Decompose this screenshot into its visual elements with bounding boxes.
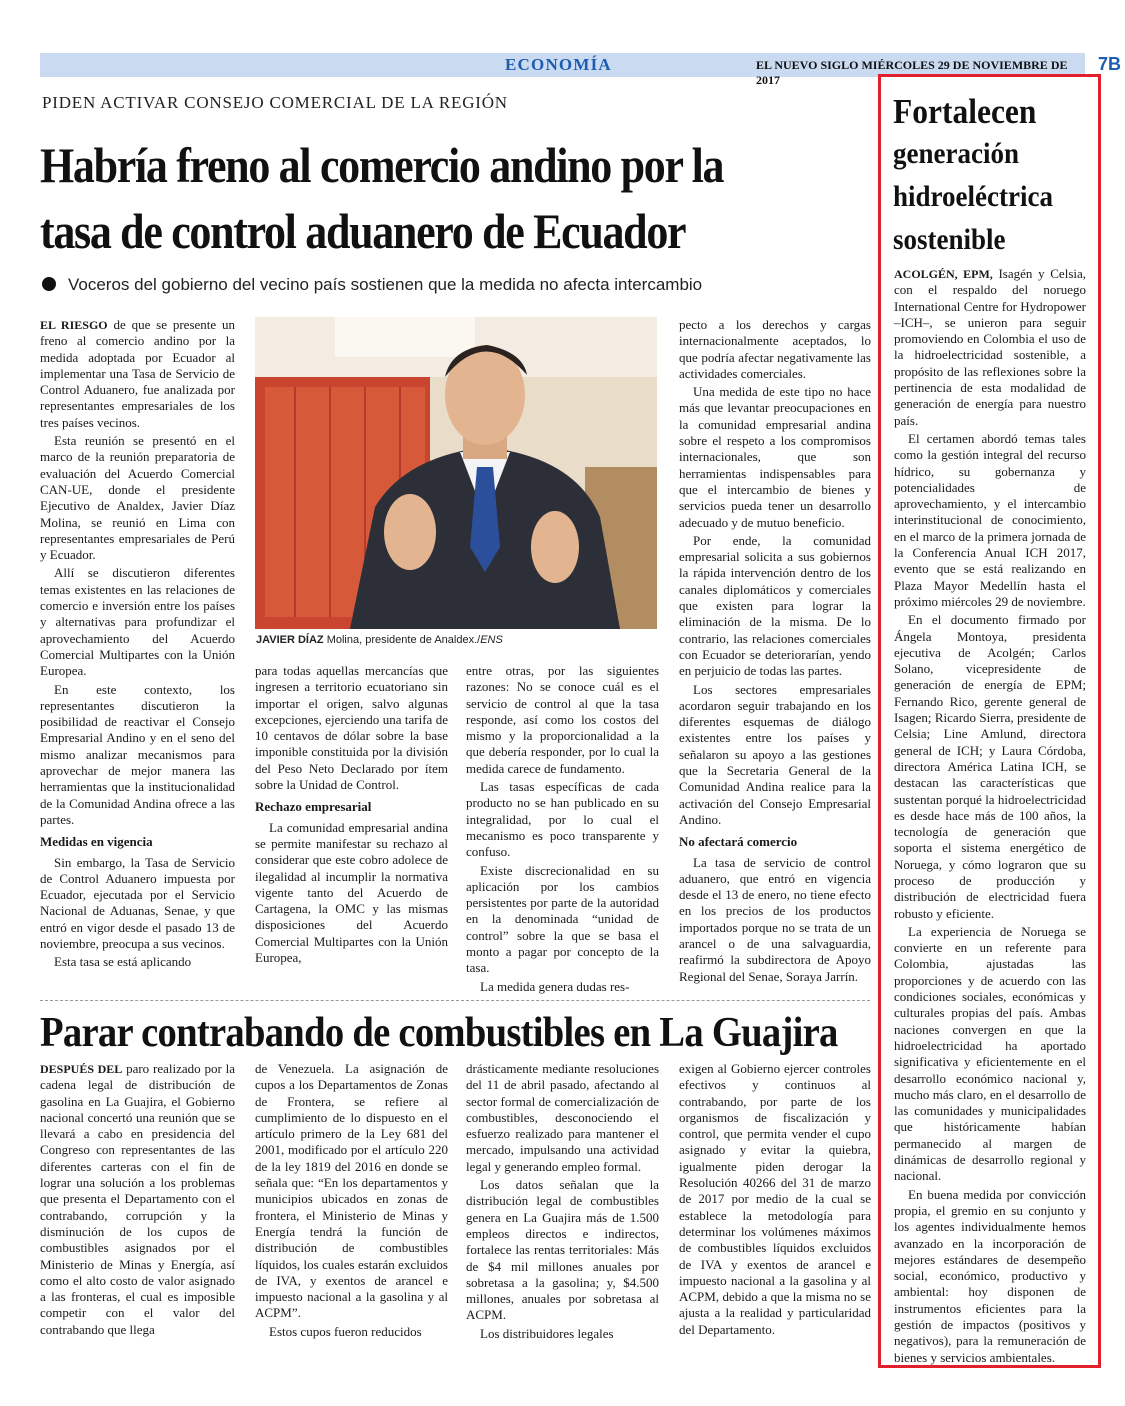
headline-line: Fortalecen (893, 92, 1037, 131)
paragraph: En buena medida por convicción propia, el gremio en su conjunto y los agentes individualmente hemos avanzado en la incorporación de mejores estándares de desempeño social, económico, productivo y ambiental: hoy disponen de instrumentos eficientes para la gestión de impactos (positivos y negativos), para la remuneración de bienes y servicios ambientales. (894, 1186, 1086, 1365)
subheading: Medidas en vigencia (40, 834, 153, 850)
paragraph: Las tasas específicas de cada producto no se han publicado en su integralidad, por lo cual el mecanismo es poco transparente y confuso. (466, 779, 659, 860)
main-story-column-1 (40, 317, 235, 989)
paragraph: La experiencia de Noruega se convierte en un referente para Colombia, ajustadas las proporciones y de acuerdo con las condiciones sociales, económicas y culturales propias del país. Ambas naciones convergen en que la hidroelectricidad ha aportado significativa y eficientemente en el desarrollo económico nacional y, mucho más claro, en el desarrollo de las comunidades y municipalidades que históricamente habían permanecido al margen de dinámicas de desarrollo regional y nacional. (894, 923, 1086, 1184)
subheading: Rechazo empresarial (255, 799, 372, 815)
paragraph: exigen al Gobierno ejercer controles efectivos y continuos al contrabando, por parte de los organismos de fiscalización y control, que permita vender el cupo asignado y evitar la quiebra, igualmente piden derogar la Resolución 40266 del 31 de marzo de 2017 por medio de la cual se establece la metodología para determinar los volúmenes máximos de combustibles líquidos excluidos de IVA y exentos de arancel e impuesto nacional a la gasolina y al ACPM, debido a que la misma no se ajusta a la realidad y particularidad del Departamento. (679, 1061, 871, 1337)
main-story-deck (42, 275, 702, 295)
main-story-column-2 (255, 663, 448, 989)
second-story-column-4 (679, 1061, 871, 1361)
lead-in: ACOLGÉN, EPM, (894, 267, 993, 281)
page-number: 7B (1098, 54, 1122, 74)
paragraph-text: Isagén y Celsia, con el respaldo del noruego International Centre for Hydropower –ICH–, se unieron para seguir promoviendo en Colombia el uso de la hidroelectricidad sostenible, a propósito de las reflexiones sobre la pertinencia de esta modalidad de generación de energía para nuestro país. (894, 266, 1087, 428)
paragraph (40, 317, 235, 431)
sidebar-story-headline (893, 92, 1073, 261)
main-story-headline (40, 132, 779, 264)
publication-date: EL NUEVO SIGLO MIÉRCOLES 29 DE NOVIEMBRE DE 2017 (756, 58, 1068, 87)
paragraph: En este contexto, los representantes discutieron la posibilidad de reactivar el Consejo Empresarial Andino y en el seno del mismo analizar mecanismos para aprovechar de mejor manera las herramientas que la institucionalidad de la Comunidad Andina ofrece a las partes. (40, 681, 235, 827)
headline-line: generación (893, 137, 1019, 170)
portrait-illustration (255, 317, 657, 629)
main-story-column-4 (679, 317, 871, 989)
deck-text: Voceros del gobierno del vecino país sostienen que la medida no afecta intercambio (68, 275, 703, 294)
paragraph (40, 1061, 235, 1338)
paragraph: En el documento firmado por Ángela Montoya, presidenta ejecutiva de Acolgén; Carlos Solano, vicepresidente de generación de energía de EPM; Fernando Rico, gerente general de Isagen; Ricardo Sierra, presidente de Celsia; Line Amlund, directora general de ICH; y Laura Córdoba, directora América Latina ICH, se destacan las características que sustentan porqué la hidroelectricidad es desde hace más de 100 años, la tecnología de generación que soporta el sistema energético de Noruega, y cómo lograron que su proceso de producción y distribución de electricidad fuera robusto y eficiente. (894, 612, 1086, 921)
photo-javier-diaz (255, 317, 657, 629)
subheading: No afectará comercio (679, 834, 798, 850)
main-story-kicker: PIDEN ACTIVAR CONSEJO COMERCIAL DE LA REGIÓN (42, 93, 508, 112)
headline-line: tasa de control aduanero de Ecuador (40, 203, 686, 259)
paragraph-text: de que se presente un freno al comercio andino por la medida adoptada por Ecuador al implementar una Tasa de Servicio de Control Aduanero, fue analizada por representantes empresariales de los tres países vecinos. (40, 317, 235, 430)
paragraph: Estos cupos fueron reducidos (269, 1323, 422, 1339)
paragraph: Los distribuidores legales (480, 1325, 614, 1341)
paragraph: Existe discrecionalidad en su aplicación por los cambios persistentes por parte de la autoridad en la denominada “unidad de control” sobre la que se basa el monto a pagar por concepto de la tasa. (466, 862, 659, 976)
paragraph: El certamen abordó temas tales como la gestión integral del recurso hídrico, su gobernanza y potencialidades de aprovechamiento, y el intercambio interinstitucional de conocimiento, en el marco de la primera jornada de la Conferencia Anual ICH 2017, evento que se está realizando en Plaza Mayor Medellín hasta el próximo miércoles 29 de noviembre. (894, 430, 1086, 609)
paragraph: de Venezuela. La asignación de cupos a los Departamentos de Zonas de Frontera, se refiere al cumplimiento de lo dispuesto en el artículo primero de la Ley 681 del 2001, modificado por el artículo 220 de la ley 1819 del 2016 en donde se señala que: “En los departamentos y municipios ubicados en zonas de frontera, el Ministerio de Minas y Energía tendrá la función de distribución de combustibles líquidos, los cuales estarán excluidos de IVA, y exentos de arancel e impuesto nacional a la gasolina y al ACPM”. (255, 1061, 448, 1321)
story-divider (40, 1000, 870, 1001)
paragraph: para todas aquellas mercancías que ingresen a territorio ecuatoriano sin importar el origen, salvo algunas excepciones, ejerciendo una tarifa de 10 centavos de dólar sobre la base imponible constituida por la división del Peso Neto Declarado por ítem sobre la Unidad de Control. (255, 663, 448, 793)
caption-name: JAVIER DÍAZ (256, 634, 324, 646)
second-story-column-2 (255, 1061, 448, 1361)
caption-text: Molina, presidente de Analdex./ (323, 634, 481, 646)
paragraph: drásticamente mediante resoluciones del 11 de abril pasado, afectando al sector formal de comercialización de combustibles, desconociendo el esfuerzo realizado para mantener el mercado, impulsando una actividad legal y generando empleo formal. (466, 1061, 659, 1174)
second-story-headline: Parar contrabando de combustibles en La Guajira (40, 1010, 838, 1056)
photo-caption (256, 634, 503, 646)
bullet-icon (42, 277, 56, 291)
headline-line: Habría freno al comercio andino por la (40, 137, 724, 193)
paragraph: pecto a los derechos y cargas internacionalmente aceptados, lo que podría afectar negativamente las actividades comerciales. (679, 317, 871, 381)
paragraph: La tasa de servicio de control aduanero, que entró en vigencia desde el 13 de enero, no tiene efecto en los precios de los productos importados porque no se trata de un arancel o de una salvaguardia, reafirmó la subdirectora de Apoyo Regional del Senae, Soraya Jarrín. (679, 854, 871, 984)
paragraph: Esta reunión se presentó en el marco de la reunión preparatoria de evaluación del Acuerdo Comercial CAN-UE, donde el presidente Ejecutivo de Analdex, Javier Díaz Molina, se reunió en Lima con representantes empresariales de Perú y Ecuador. (40, 433, 235, 563)
paragraph: Una medida de este tipo no hace más que levantar preocupaciones en la comunidad empresarial andina sobre el respeto a los compromisos internacionales, que son herramientas indispensables para que el intercambio de bienes y servicios pueda tener un desarrollo adecuado y de mutuo beneficio. (679, 384, 871, 530)
paragraph: Los datos señalan que la distribución legal de combustibles genera en La Guajira más de 1.500 empleos directos e indirectos, fortalece las rentas territoriales: Más de $4 mil millones anuales por sobretasa a la gasolina; y, $4.500 millones, anuales por sobretasa al ACPM. (466, 1177, 659, 1323)
lead-in: EL RIESGO (40, 318, 108, 332)
caption-credit: ENS (480, 634, 503, 646)
paragraph: La medida genera dudas res- (480, 978, 630, 994)
section-title: ECONOMÍA (505, 55, 612, 74)
second-story-column-1 (40, 1061, 235, 1361)
paragraph: Esta tasa se está aplicando (54, 954, 192, 970)
paragraph: Sin embargo, la Tasa de Servicio de Control Aduanero impuesta por Ecuador, ejecutada por el Servicio Nacional de Aduanas, Senae, y que entró en vigor desde el pasado 13 de noviembre, preocupa a sus vecinos. (40, 854, 235, 951)
paragraph: Los sectores empresariales acordaron seguir trabajando en los diferentes esquemas de diálogo existentes entre los países y señalaron su apoyo a las gestiones que la Secretaria General de la Comunidad Andina realice para la activación del Consejo Empresarial Andino. (679, 681, 871, 827)
sidebar-story-body (894, 266, 1087, 1365)
main-story-column-3 (466, 663, 659, 994)
lead-in: DESPUÉS DEL (40, 1062, 123, 1076)
second-story-column-3 (466, 1061, 659, 1361)
paragraph (894, 266, 1086, 429)
headline-line: hidroeléctrica (893, 180, 1053, 213)
paragraph: entre otras, por las siguientes razones: No se conoce cuál es el servicio de control al que la tasa responde, así como los costos del mismo y la proporcionalidad a la que debería responder, por lo cual la medida carece de fundamento. (466, 663, 659, 776)
headline-line: sostenible (893, 223, 1006, 256)
paragraph: La comunidad empresarial andina se permite manifestar su rechazo al considerar que este cobro adolece de ilegalidad al incumplir la normativa vigente tanto del Acuerdo de Cartagena, la OMC y las mismas disposiciones del Acuerdo Comercial Multipartes con la Unión Europea, (255, 819, 448, 966)
paragraph: Por ende, la comunidad empresarial solicita a sus gobiernos la rápida intervención dentro de los canales diplomáticos y comerciales que existen para lograr la eliminación de la misma. De lo contrario, las relaciones comerciales con Ecuador se deteriorarían, yendo en perjuicio de todas las partes. (679, 532, 871, 679)
paragraph-text: paro realizado por la cadena legal de distribución de gasolina en La Guajira, el Gobierno nacional concertó una reunión que se llevará a cabo en presidencia del Congreso con representantes de las diferentes carteras con el fin de lograr una solución a los problemas que presenta el Departamento con el contrabando, corrupción y la disminución de los cupos de combustibles asignados por el Ministerio de Minas y Energía, así como el alto costo de valor asignado a las fronteras, el cual es imposible competir con el valor del contrabando que llega (40, 1061, 235, 1337)
paragraph: Allí se discutieron diferentes temas existentes en las relaciones de comercio e inversión entre los países y alternativas para profundizar el aprovechamiento del Acuerdo Comercial Multipartes con la Unión Europea. (40, 565, 235, 679)
